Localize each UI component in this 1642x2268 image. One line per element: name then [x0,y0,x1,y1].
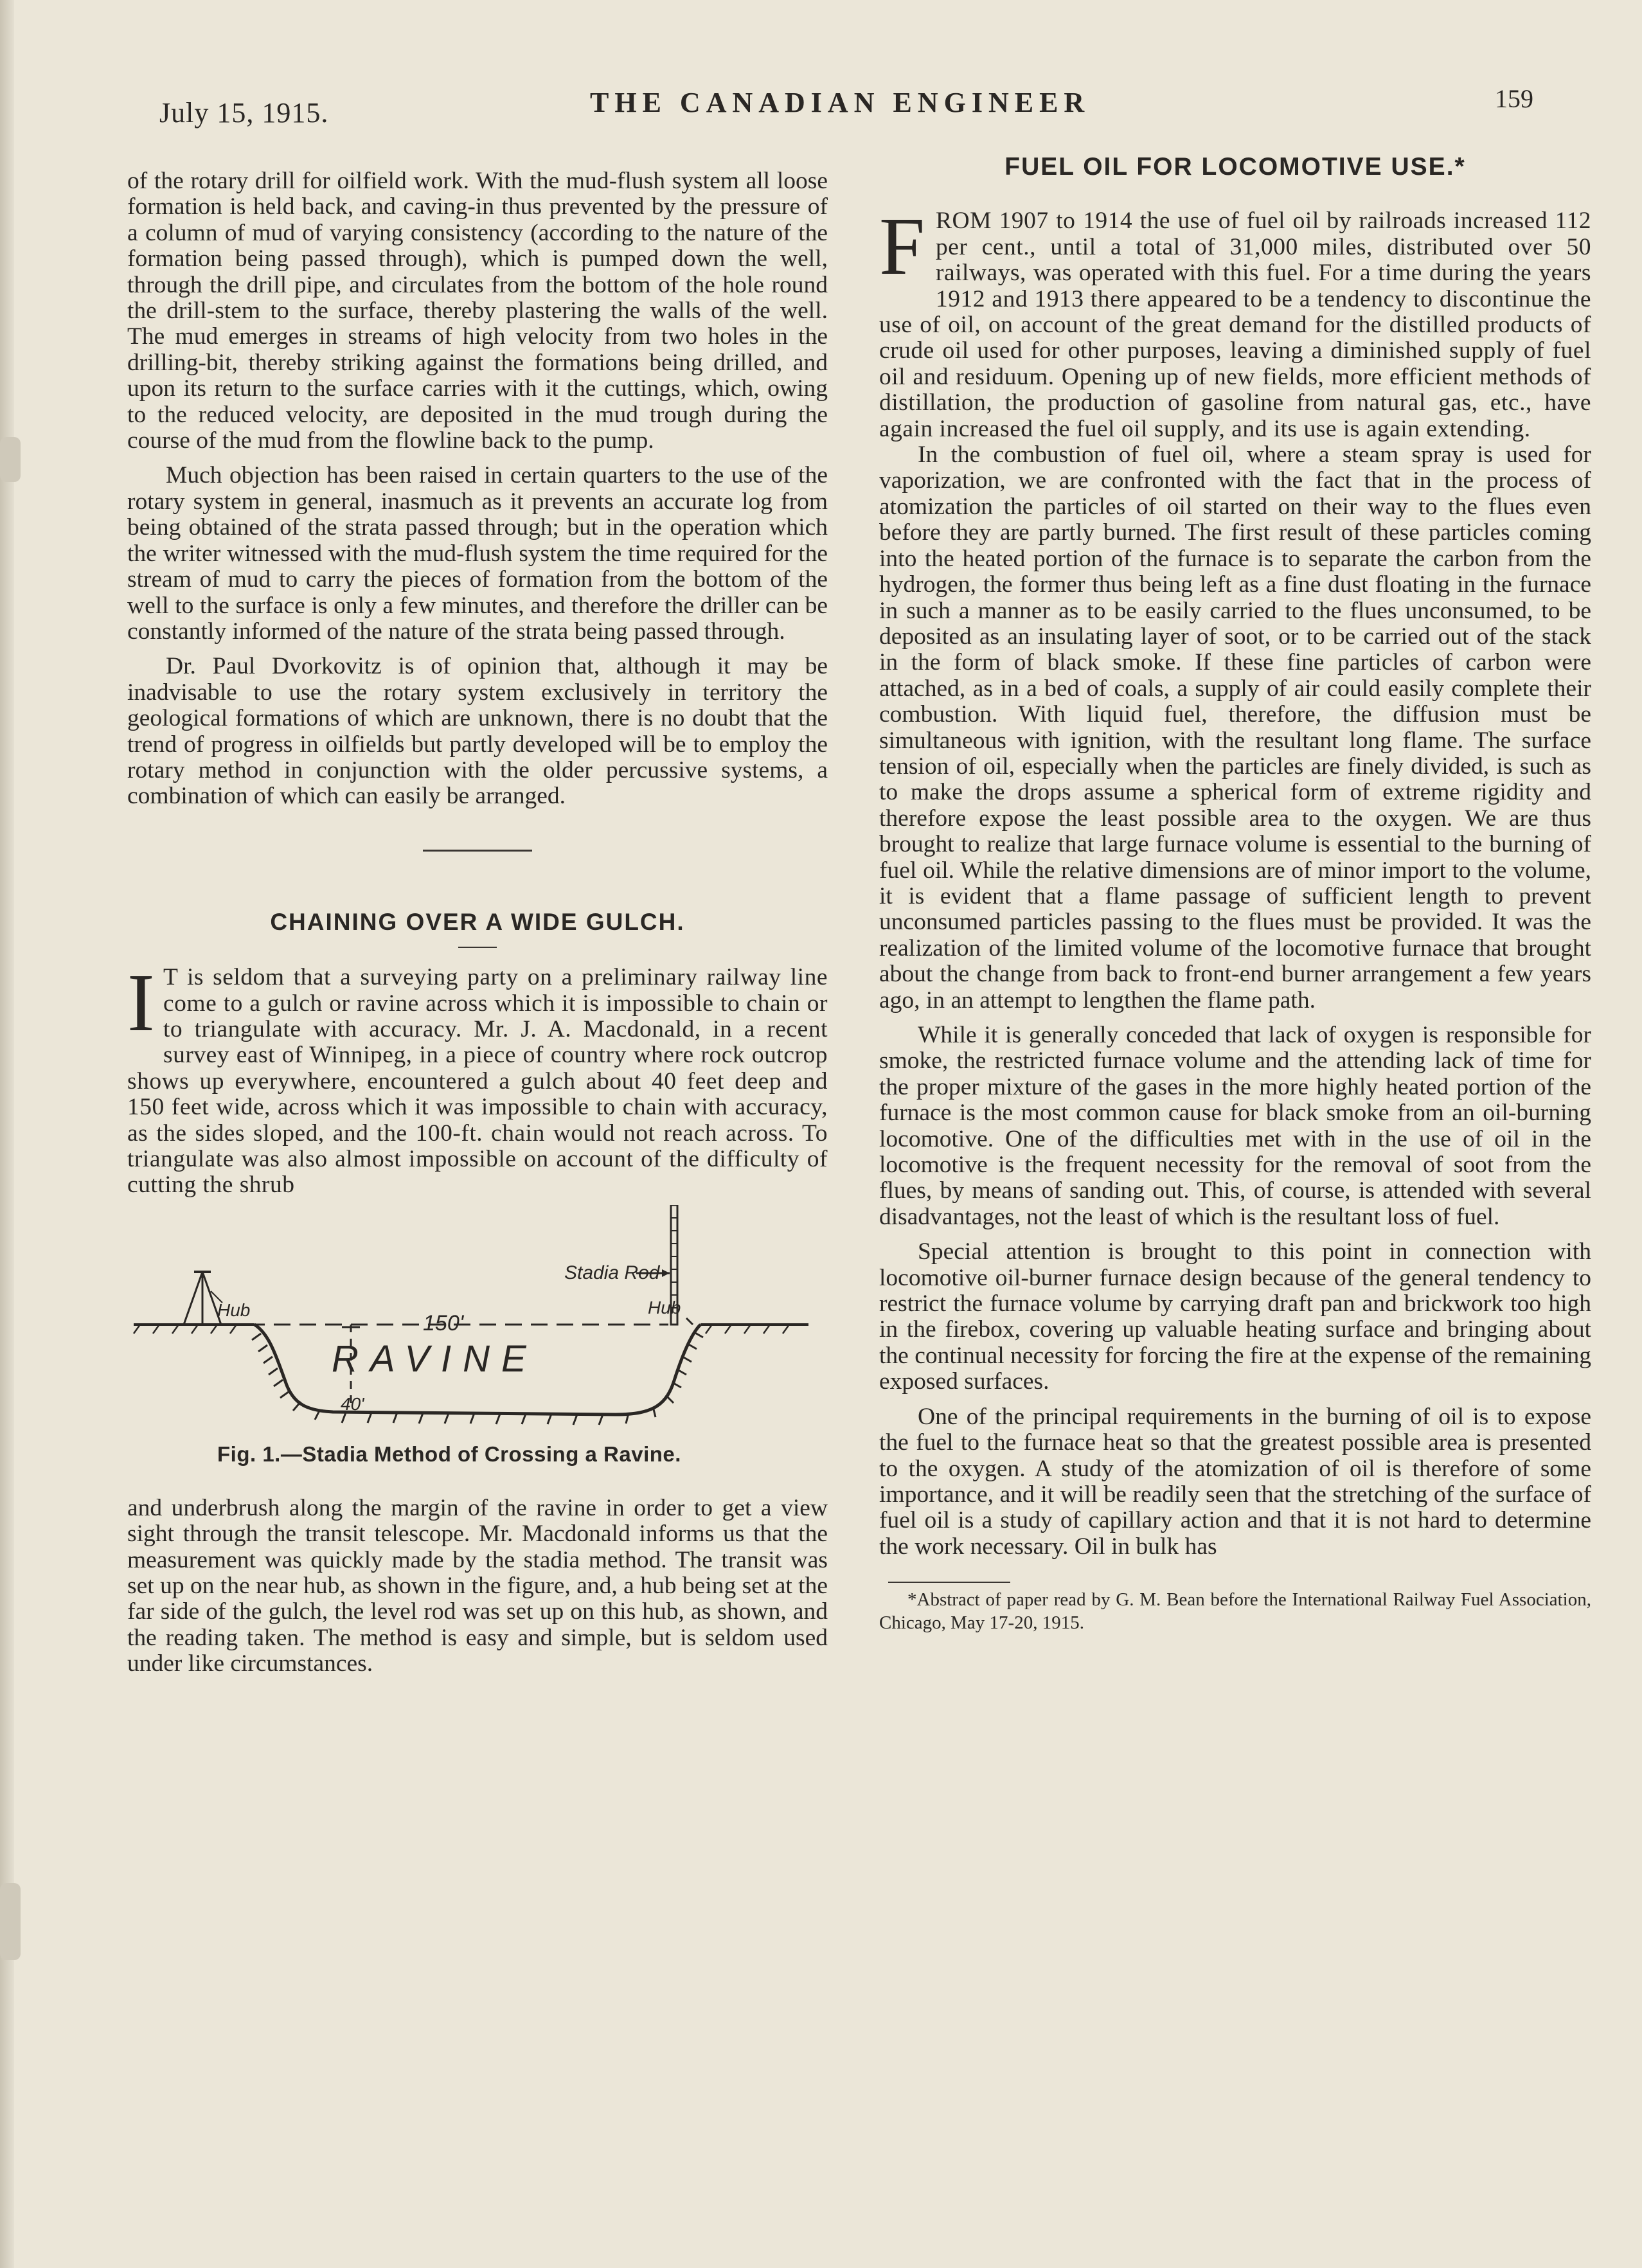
article-paragraph: In the combustion of fuel oil, where a steam spray is used for vaporization, we are confronted with the fact that in the process of atomization the particles of oil started on their way to the flues even before they are partly burned. The first result of these particles coming into the heated portion of the furnace is to separate the carbon from the hydrogen, the former thus being left as a fine dust floating in the furnace in such a manner as to be easily carried to the flues unconsumed, to be deposited as an insulating layer of soot, or to be carried out of the stack in the form of black smoke. If these fine particles of carbon were attached, as in a bed of coals, a supply of air could easily complete their combustion. With liquid fuel, therefore, the diffusion must be simultaneous with ignition, with the resultant long flame. The surface tension of oil, especially when the particles are finely divided, is such as to make the drops assume a spherical form of extreme rigidity and therefore expose the least possible area to the oxygen. We are thus brought to realize that large furnace volume is essential to the burning of fuel oil. While the relative dimensions are of minor import to the volume, it is evident that a flame passage of sufficient length to prevent unconsumed particles passing to the flues must be provided. It was the realization of the limited volume of the locomotive furnace that brought about the change from back to front-end burner arrangement a few years ago, in an attempt to lengthen the flame path. [879,442,1591,1013]
article-paragraph: T is seldom that a surveying party on a preliminary railway line come to a gulch or ravine across which it is impossible to chain or to triangulate with accuracy. Mr. J. A. Macdonald, in a recent survey east of Winnipeg, in a piece of country where rock outcrop shows up everywhere, encountered a gulch about 40 feet deep and 150 feet wide, across which it was impossible to chain with accuracy, as the sides sloped, and the 100-ft. chain would not reach across. To triangulate was also almost impossible on account of the difficulty of cutting the shrub [127,964,828,1199]
gulch-article-title: CHAINING OVER A WIDE GULCH. [270,908,685,935]
article-paragraph: and underbrush along the margin of the ravine in order to get a view sight through the transit telescope. Mr. Macdonald informs us that the measurement was quickly made by the stadia method. The transit was set up on the near hub, as shown in the figure, and, a hub being set at the far side of the gulch, the level rod was set up on this hub, as shown, and the reading taken. The method is easy and simple, but is seldom used under like circumstances. [127,1494,828,1677]
figure-caption: Fig. 1.—Stadia Method of Crossing a Ravine. [217,1442,681,1466]
right-column [879,154,1591,1634]
drop-cap: I [127,957,155,1049]
drop-cap: F [879,201,925,292]
footnote: *Abstract of paper read by G. M. Bean before the International Railway Fuel Association, Chicago, May 17-20, 1915. [879,1589,1591,1634]
left-column [127,168,828,1677]
article-paragraph: of the rotary drill for oilfield work. With the mud-flush system all loose formation is held back, and caving-in thus prevented by the pressure of a column of mud of varying consistency (according to the nature of the formation being passed through), which is pumped down the well, through the drill pipe, and circulates from the bottom of the hole round the drill-stem to the surface, thereby plastering the walls of the well. The mud emerges in streams of high velocity from two holes in the drilling-bit, thereby striking against the formations being drilled, and upon its return to the surface carries with it the cuttings, which, owing to the reduced velocity, are deposited in the mud trough during the course of the mud from the flowline back to the pump. [127,168,828,454]
article-paragraph: Dr. Paul Dvorkovitz is of opinion that, although it may be inadvisable to use the rotary system exclusively in territory the geological formations of which are unknown, there is no doubt that the trend of progress in oilfields but partly developed will be to employ the rotary method in conjunction with the older percussive systems, a combination of which can easily be arranged. [127,653,828,810]
header-date: July 15, 1915. [159,97,329,129]
article-paragraph: ROM 1907 to 1914 the use of fuel oil by railroads increased 112 per cent., until a total of 31,000 miles, distributed over 50 railways, was operated with this fuel. For a time during the years 1912 and 1913 there appeared to be a tendency to discontinue the use of oil, on account of the great demand for the distilled products of crude oil used for other purposes, leaving a diminished supply of fuel oil and residuum. Opening up of new fields, more efficient methods of distillation, the production of gasoline from natural gas, etc., have again increased the fuel oil supply, and its use is again extending. [879,208,1591,442]
fuel-oil-lead-paragraph [879,201,1591,442]
width-label: 150' [423,1310,464,1335]
binding-mark [0,1883,21,1960]
header-journal-title: THE CANADIAN ENGINEER [590,87,1091,118]
gulch-lead-paragraph [127,957,828,1199]
article-paragraph: While it is generally conceded that lack of oxygen is responsible for smoke, the restricted furnace volume and the attending lack of time for the proper mixture of the gases in the more highly heated portion of the furnace is the most common cause for black smoke from an oil-burning locomotive. One of the difficulties met with in the use of oil in the locomotive is the frequent necessity for the removal of soot from the flues, by means of sanding out. This, of course, is attended with several disadvantages, not the least of which is the resultant loss of fuel. [879,1022,1591,1230]
right-hub-label: Hub [648,1297,681,1317]
fuel-oil-article-title: FUEL OIL FOR LOCOMOTIVE USE.* [1004,153,1466,181]
footnote-rule [888,1582,1010,1583]
header-page-number: 159 [1495,84,1533,113]
ravine-label: RAVINE [332,1337,538,1380]
stadia-rod-label: Stadia Rod [564,1262,660,1283]
title-rule [458,947,497,948]
left-hub-label: Hub [217,1299,251,1320]
binding-mark [0,437,21,482]
page-header [0,77,1642,129]
ravine-figure [114,1205,821,1466]
article-paragraph: Special attention is brought to this point in connection with locomotive oil-burner furnace design because of the general tendency to restrict the furnace volume by carrying draft pan and brickwork too high in the firebox, covering up valuable heating surface and bringing about the continual necessity for forcing the fire at the expense of the remaining exposed surfaces. [879,1238,1591,1395]
depth-label: 40' [341,1393,364,1414]
article-paragraph: One of the principal requirements in the burning of oil is to expose the fuel to the furnace heat so that the greatest possible area is presented to the oxygen. A study of the atomization of oil is therefore of some importance, and it will be readily seen that the stretching of the surface of fuel oil is a study of capillary action and that it is not hard to determine the work necessary. Oil in bulk has [879,1403,1591,1560]
article-paragraph: Much objection has been raised in certain quarters to the use of the rotary system in general, inasmuch as it prevents an accurate log from being obtained of the strata passed through; but in the operation which the writer witnessed with the mud-flush system the time required for the stream of mud to carry the pieces of formation from the bottom of the well to the surface is only a few minutes, and therefore the driller can be constantly informed of the nature of the strata being passed through. [127,462,828,645]
